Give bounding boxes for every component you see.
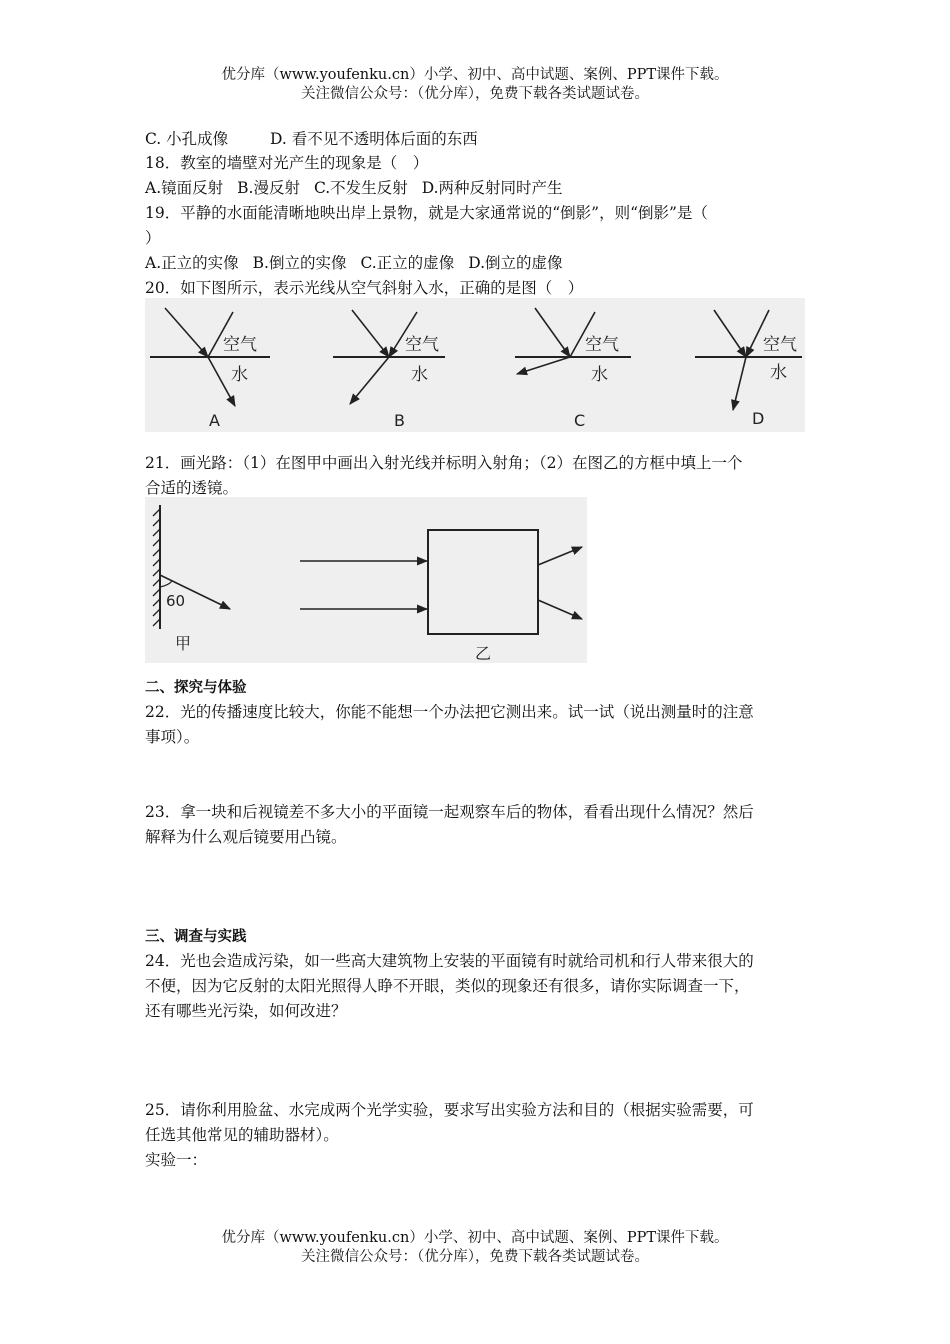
q20-d-air-label: 空气 bbox=[763, 335, 797, 355]
q21-line-1: 21．画光路：（1）在图甲中画出入射光线并标明入射角；（2）在图乙的方框中填上一个 bbox=[145, 454, 743, 472]
q20-d-incident-ray bbox=[714, 310, 746, 357]
q20-panel-c bbox=[515, 308, 631, 430]
q19-options bbox=[145, 251, 810, 273]
q20-b-water-label: 水 bbox=[411, 365, 428, 385]
q17-options bbox=[145, 127, 810, 149]
q18-option-c: C.不发生反射 bbox=[313, 179, 408, 197]
header-line-1: 优分库（www.youfenku.cn）小学、初中、高中试题、案例、PPT课件下载。 bbox=[221, 67, 729, 83]
q21-figure bbox=[145, 497, 587, 663]
q25-line-3: 实验一： bbox=[145, 1151, 208, 1169]
q20-d-refracted-ray bbox=[733, 357, 746, 410]
angle-label: 60 bbox=[166, 592, 186, 610]
angle-arc bbox=[160, 581, 172, 587]
q21-figure-yi bbox=[300, 530, 582, 663]
q20-a-incident-ray bbox=[165, 308, 208, 357]
page-header bbox=[0, 66, 950, 104]
q22-line-2: 事项）。 bbox=[145, 728, 200, 746]
section-2-title: 二、探究与体验 bbox=[145, 680, 247, 696]
q20-b-refracted-ray bbox=[350, 357, 389, 404]
q20-panel-d bbox=[695, 310, 802, 428]
q18-option-d: D.两种反射同时产生 bbox=[421, 179, 563, 197]
q19-option-a: A.正立的实像 bbox=[145, 254, 239, 272]
q20-c-refracted-ray bbox=[517, 357, 570, 374]
q20-a-water-label: 水 bbox=[231, 365, 248, 385]
q21-line-2: 合适的透镜。 bbox=[145, 479, 239, 497]
footer-line-1: 优分库（www.youfenku.cn）小学、初中、高中试题、案例、PPT课件下载。 bbox=[221, 1230, 729, 1246]
q20-stem: 20．如下图所示，表示光线从空气斜射入水，正确的是图（ ） bbox=[145, 279, 584, 297]
q20-b-air-label: 空气 bbox=[405, 335, 439, 355]
q23-line-2: 解释为什么观后镜要用凸镜。 bbox=[145, 828, 347, 846]
q20-label-b: B bbox=[394, 411, 405, 430]
q20-panel-a bbox=[150, 308, 270, 430]
q18-stem: 18．教室的墙壁对光产生的现象是（ ） bbox=[145, 154, 429, 172]
q19-option-d: D.倒立的虚像 bbox=[468, 254, 563, 272]
q20-b-incident-ray bbox=[352, 310, 389, 357]
q24-line-3: 还有哪些光污染，如何改进？ bbox=[145, 1002, 347, 1020]
q19-stem-line-1: 19．平静的水面能清晰地映出岸上景物，就是大家通常说的“倒影”，则“倒影”是（ bbox=[145, 204, 708, 222]
q20-d-water-label: 水 bbox=[770, 363, 787, 383]
section-3-title: 三、调查与实践 bbox=[145, 929, 247, 945]
outgoing-ray-bottom bbox=[538, 600, 582, 619]
q20-label-d: D bbox=[752, 409, 765, 428]
figure-label-jia: 甲 bbox=[175, 634, 192, 653]
outgoing-ray-top bbox=[538, 547, 582, 565]
q18-option-b: B.漫反射 bbox=[237, 179, 300, 197]
lens-box bbox=[428, 530, 538, 634]
q17-option-c: C. 小孔成像 bbox=[145, 130, 229, 148]
q20-c-water-label: 水 bbox=[591, 365, 608, 385]
q25-line-2: 任选其他常见的辅助器材）。 bbox=[145, 1126, 339, 1144]
q20-panel-b bbox=[333, 310, 445, 430]
footer-line-2: 关注微信公众号：（优分库），免费下载各类试题试卷。 bbox=[301, 1249, 649, 1265]
q24-line-1: 24．光也会造成污染，如一些高大建筑物上安装的平面镜有时就给司机和行人带来很大的 bbox=[145, 952, 754, 970]
q22-line-1: 22．光的传播速度比较大，你能不能想一个办法把它测出来。试一试（说出测量时的注意 bbox=[145, 703, 754, 721]
figure-label-yi: 乙 bbox=[475, 644, 492, 663]
q25-line-1: 25．请你利用脸盆、水完成两个光学实验，要求写出实验方法和目的（根据实验需要，可 bbox=[145, 1101, 754, 1119]
page-footer bbox=[0, 1229, 950, 1267]
q20-label-c: C bbox=[574, 411, 586, 430]
q23-line-1: 23．拿一块和后视镜差不多大小的平面镜一起观察车后的物体，看看出现什么情况？然后 bbox=[145, 803, 754, 821]
q19-option-b: B.倒立的实像 bbox=[252, 254, 347, 272]
q24-line-2: 不便，因为它反射的太阳光照得人睁不开眼，类似的现象还有很多，请你实际调查一下， bbox=[145, 977, 750, 995]
q20-figure bbox=[145, 298, 805, 432]
q20-a-air-label: 空气 bbox=[223, 335, 257, 355]
q20-c-incident-ray bbox=[535, 308, 570, 357]
q18-option-a: A.镜面反射 bbox=[145, 179, 224, 197]
q20-c-air-label: 空气 bbox=[585, 335, 619, 355]
q19-option-c: C.正立的虚像 bbox=[360, 254, 455, 272]
q18-options bbox=[145, 176, 810, 198]
q17-option-d: D. 看不见不透明体后面的东西 bbox=[270, 130, 478, 148]
q21-figure-jia bbox=[153, 505, 230, 653]
mirror-hatching bbox=[153, 509, 160, 626]
header-line-2: 关注微信公众号：（优分库），免费下载各类试题试卷。 bbox=[301, 86, 649, 102]
q20-label-a: A bbox=[209, 411, 220, 430]
q19-stem-line-2: ） bbox=[145, 229, 161, 247]
